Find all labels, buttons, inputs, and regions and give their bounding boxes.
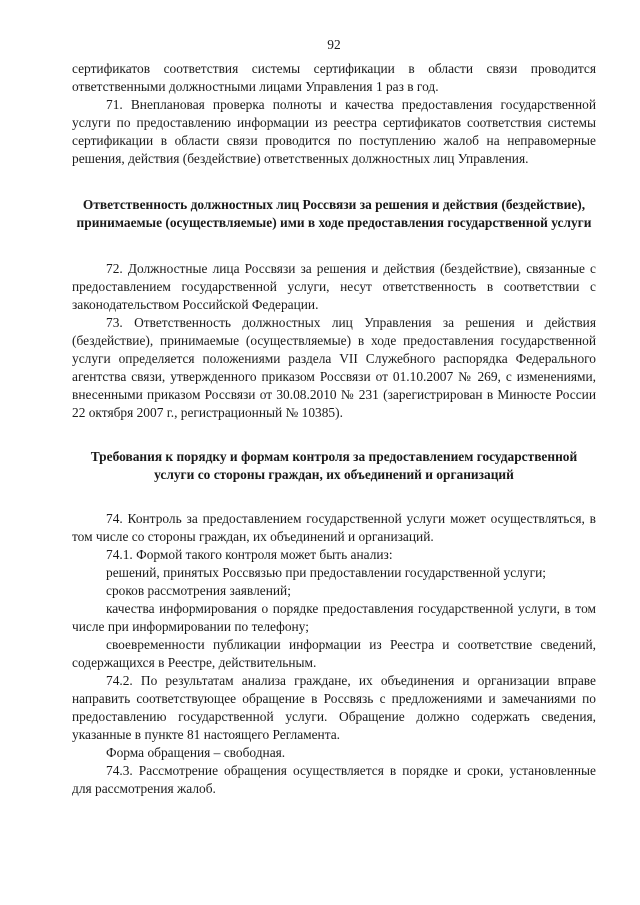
spacer — [72, 168, 596, 196]
section-heading-responsibility: Ответственность должностных лиц Россвязи за решения и действия (бездействие), принимаемые (осуществляемые) ими в ходе предоставления государственной услуги — [76, 197, 592, 230]
spacer — [72, 484, 596, 510]
list-item-publication-timeliness: своевременности публикации информации из Реестра и соответствие сведений, содержащихся в Реестре, действительным. — [72, 637, 596, 670]
paragraph-74-1: 74.1. Формой такого контроля может быть анализ: — [106, 547, 393, 562]
paragraph-intro: сертификатов соответствия системы сертификации в области связи проводится ответственными должностными лицами Управления 1 раз в год. — [72, 61, 596, 94]
paragraph-74-2: 74.2. По результатам анализа граждане, их объединения и организации вправе направить соответствующее обращение в Россвязь с предложениями и замечаниями по предоставлению государственной услуги. Обращение должно содержать сведения, указанные в пункте 81 настоящего Регламента. — [72, 673, 596, 742]
paragraph-appeal-form: Форма обращения – свободная. — [106, 745, 286, 760]
paragraph-74-3: 74.3. Рассмотрение обращения осуществляется в порядке и сроки, установленные для рассмотрения жалоб. — [72, 763, 596, 796]
page-number: 92 — [327, 37, 341, 52]
paragraph-74: 74. Контроль за предоставлением государственной услуги может осуществляться, в том числе со стороны граждан, их объединений и организаций. — [72, 511, 596, 544]
list-item-information-quality: качества информирования о порядке предоставления государственной услуги, в том числе при информировании по телефону; — [72, 601, 596, 634]
paragraph-72: 72. Должностные лица Россвязи за решения и действия (бездействие), связанные с предоставлением государственной услуги, несут ответственность в соответствии с законодательством Российской Федерации. — [72, 261, 596, 312]
paragraph-73: 73. Ответственность должностных лиц Управления за решения и действия (бездействие), принимаемые (осуществляемые) в ходе предоставления государственной услуги определяется положениями раздела VII Служебного распорядка Федерального агентства связи, утвержденного приказом Россвязи от 01.10.2007 № 269, с изменениями, внесенными приказом Россвязи от 30.08.2010 № 231 (зарегистрирован в Минюсте России 22 октября 2007 г., регистрационный № 10385). — [72, 315, 596, 420]
spacer — [72, 422, 596, 448]
paragraph-71: 71. Внеплановая проверка полноты и качества предоставления государственной услуги по предоставлению информации из реестра сертификатов соответствия системы сертификации в области связи проводится по поступлению жалоб на неправомерные решения, действия (бездействие) ответственных должностных лиц Управления. — [72, 97, 596, 166]
section-heading-control-requirements: Требования к порядку и формам контроля за предоставлением государственной услуги со стороны граждан, их объединений и организаций — [90, 449, 578, 482]
spacer — [72, 232, 596, 260]
list-item-decisions: решений, принятых Россвязью при предоставлении государственной услуги; — [106, 565, 546, 580]
list-item-deadlines: сроков рассмотрения заявлений; — [106, 583, 291, 598]
